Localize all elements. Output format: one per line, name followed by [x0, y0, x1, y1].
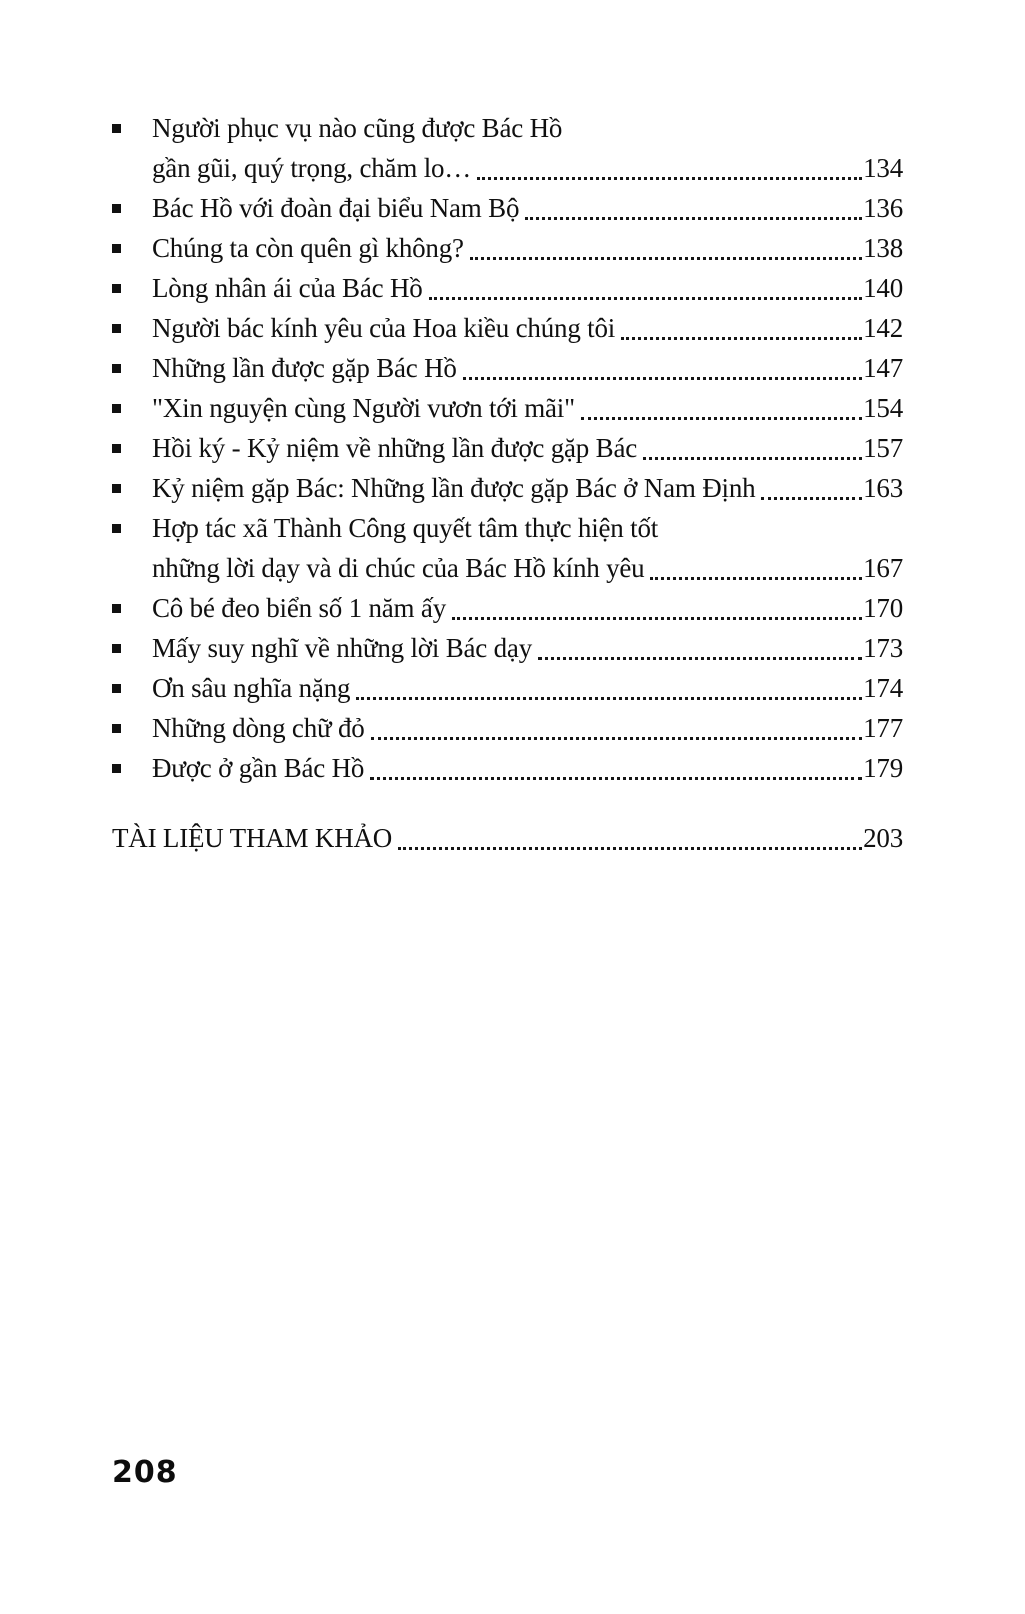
- toc-entry-page-number: 170: [863, 593, 903, 623]
- dot-leader: [761, 497, 862, 500]
- toc-entry: [112, 468, 903, 508]
- toc-entry: [112, 268, 903, 308]
- toc-entry-page-number: 157: [863, 433, 903, 463]
- toc-entry-page-line: [152, 308, 903, 348]
- square-bullet-icon: [112, 404, 121, 413]
- toc-entry-page-number: 138: [863, 233, 903, 263]
- dot-leader: [477, 177, 862, 180]
- square-bullet-icon: [112, 204, 121, 213]
- square-bullet-icon: [112, 644, 121, 653]
- toc-entry-page-line: [152, 588, 903, 628]
- toc-entry-page-line: [152, 228, 903, 268]
- square-bullet-icon: [112, 524, 121, 533]
- toc-entry-continuation: Những lần được gặp Bác Hồ: [152, 353, 457, 383]
- folio-page-number: 208: [112, 1455, 178, 1490]
- toc-entry-page-line: [152, 148, 903, 188]
- toc-entry-title-line: [152, 108, 903, 148]
- bullet-cell: [112, 508, 152, 533]
- toc-entry-continuation: Chúng ta còn quên gì không?: [152, 233, 464, 263]
- bullet-cell: [112, 108, 152, 133]
- bullet-cell: [112, 388, 152, 413]
- dot-leader: [525, 217, 862, 220]
- toc-entry-page-line: [152, 548, 903, 588]
- square-bullet-icon: [112, 444, 121, 453]
- toc-entry-continuation: Hồi ký - Kỷ niệm về những lần được gặp Bác: [152, 433, 638, 463]
- toc-entry: [112, 708, 903, 748]
- toc-entry-page-line: [152, 388, 903, 428]
- square-bullet-icon: [112, 284, 121, 293]
- toc-entry-continuation: Được ở gần Bác Hồ: [152, 753, 365, 783]
- toc-entry-page-line: [152, 748, 903, 788]
- toc-entry-body: [152, 228, 903, 268]
- toc-entry-continuation: Cô bé đeo biển số 1 năm ấy: [152, 593, 446, 623]
- bullet-cell: [112, 668, 152, 693]
- toc-entry: [112, 748, 903, 788]
- toc-entry-page-line: [152, 708, 903, 748]
- toc-entry-title-line: [152, 508, 903, 548]
- toc-entry-page-line: [152, 188, 903, 228]
- toc-entry-continuation: Bác Hồ với đoàn đại biểu Nam Bộ: [152, 193, 520, 223]
- bullet-cell: [112, 348, 152, 373]
- dot-leader: [538, 657, 862, 660]
- toc-entry-body: [152, 108, 903, 188]
- dot-leader: [371, 737, 862, 740]
- toc-entry-page-number: 136: [863, 193, 903, 223]
- toc-entry-body: [152, 668, 903, 708]
- toc-entry-body: [152, 588, 903, 628]
- dot-leader: [452, 617, 862, 620]
- toc-entry: [112, 628, 903, 668]
- toc-entry-body: [152, 268, 903, 308]
- bullet-cell: [112, 748, 152, 773]
- toc-entry: [112, 588, 903, 628]
- toc-entry-body: [152, 348, 903, 388]
- toc-entry: [112, 348, 903, 388]
- square-bullet-icon: [112, 324, 121, 333]
- toc-entry-body: [152, 428, 903, 468]
- dot-leader: [370, 777, 862, 780]
- toc-entry: [112, 308, 903, 348]
- toc-content: [112, 108, 903, 858]
- toc-entry-continuation: "Xin nguyện cùng Người vươn tới mãi": [152, 393, 575, 423]
- reference-section-title: TÀI LIỆU THAM KHẢO: [112, 823, 393, 853]
- toc-entry-title: Người phục vụ nào cũng được Bác Hồ: [152, 113, 563, 143]
- bullet-cell: [112, 468, 152, 493]
- dot-leader: [470, 257, 862, 260]
- bullet-cell: [112, 428, 152, 453]
- toc-entry-title: Hợp tác xã Thành Công quyết tâm thực hiện tốt: [152, 513, 659, 543]
- toc-entry-page-line: [152, 668, 903, 708]
- bullet-cell: [112, 228, 152, 253]
- dot-leader: [581, 417, 862, 420]
- toc-entry-continuation: Lòng nhân ái của Bác Hồ: [152, 273, 423, 303]
- toc-entry: [112, 188, 903, 228]
- toc-entry-page-number: 154: [863, 393, 903, 423]
- toc-entry-body: [152, 708, 903, 748]
- toc-entry-continuation: Mấy suy nghĩ về những lời Bác dạy: [152, 633, 533, 663]
- toc-entry-body: [152, 468, 903, 508]
- toc-entry-body: [152, 508, 903, 588]
- square-bullet-icon: [112, 244, 121, 253]
- bullet-cell: [112, 588, 152, 613]
- reference-section-page-number: 203: [863, 823, 903, 853]
- toc-entry-body: [152, 308, 903, 348]
- toc-entry-continuation: Những dòng chữ đỏ: [152, 713, 365, 743]
- toc-entry-page-line: [152, 628, 903, 668]
- toc-entry: [112, 428, 903, 468]
- toc-entry-page-line: [152, 268, 903, 308]
- toc-entry-page-line: [152, 348, 903, 388]
- toc-entry-page-line: [152, 468, 903, 508]
- dot-leader: [398, 847, 862, 850]
- toc-entry-continuation: Người bác kính yêu của Hoa kiều chúng tôi: [152, 313, 616, 343]
- toc-entry-page-number: 179: [863, 753, 903, 783]
- toc-entry-body: [152, 628, 903, 668]
- dot-leader: [650, 577, 862, 580]
- toc-entry-page-number: 163: [863, 473, 903, 503]
- bullet-cell: [112, 628, 152, 653]
- toc-entry-page-number: 167: [863, 553, 903, 583]
- toc-entry-page-number: 140: [863, 273, 903, 303]
- reference-section-row: [112, 818, 903, 858]
- dot-leader: [463, 377, 862, 380]
- toc-entry-page-number: 177: [863, 713, 903, 743]
- toc-entry-page-number: 134: [863, 153, 903, 183]
- dot-leader: [621, 337, 862, 340]
- square-bullet-icon: [112, 364, 121, 373]
- toc-list: [112, 108, 903, 788]
- bullet-cell: [112, 708, 152, 733]
- square-bullet-icon: [112, 684, 121, 693]
- square-bullet-icon: [112, 724, 121, 733]
- toc-entry-body: [152, 188, 903, 228]
- toc-entry-page-number: 142: [863, 313, 903, 343]
- toc-entry-continuation: những lời dạy và di chúc của Bác Hồ kính yêu: [152, 553, 645, 583]
- toc-entry-page-number: 147: [863, 353, 903, 383]
- square-bullet-icon: [112, 124, 121, 133]
- page-footer: [112, 1455, 178, 1491]
- toc-entry-page-line: [152, 428, 903, 468]
- toc-entry: [112, 668, 903, 708]
- dot-leader: [356, 697, 862, 700]
- toc-entry: [112, 108, 903, 188]
- toc-entry: [112, 388, 903, 428]
- toc-entry-continuation: Kỷ niệm gặp Bác: Những lần được gặp Bác ở Nam Định: [152, 473, 756, 503]
- toc-entry-page-number: 173: [863, 633, 903, 663]
- dot-leader: [643, 457, 862, 460]
- dot-leader: [429, 297, 863, 300]
- toc-entry-continuation: gần gũi, quý trọng, chăm lo…: [152, 153, 472, 183]
- toc-entry-page-number: 174: [863, 673, 903, 703]
- toc-entry-body: [152, 388, 903, 428]
- bullet-cell: [112, 308, 152, 333]
- bullet-cell: [112, 268, 152, 293]
- toc-entry-body: [152, 748, 903, 788]
- toc-entry: [112, 228, 903, 268]
- toc-entry: [112, 508, 903, 588]
- square-bullet-icon: [112, 604, 121, 613]
- square-bullet-icon: [112, 764, 121, 773]
- square-bullet-icon: [112, 484, 121, 493]
- bullet-cell: [112, 188, 152, 213]
- toc-entry-continuation: Ơn sâu nghĩa nặng: [152, 673, 351, 703]
